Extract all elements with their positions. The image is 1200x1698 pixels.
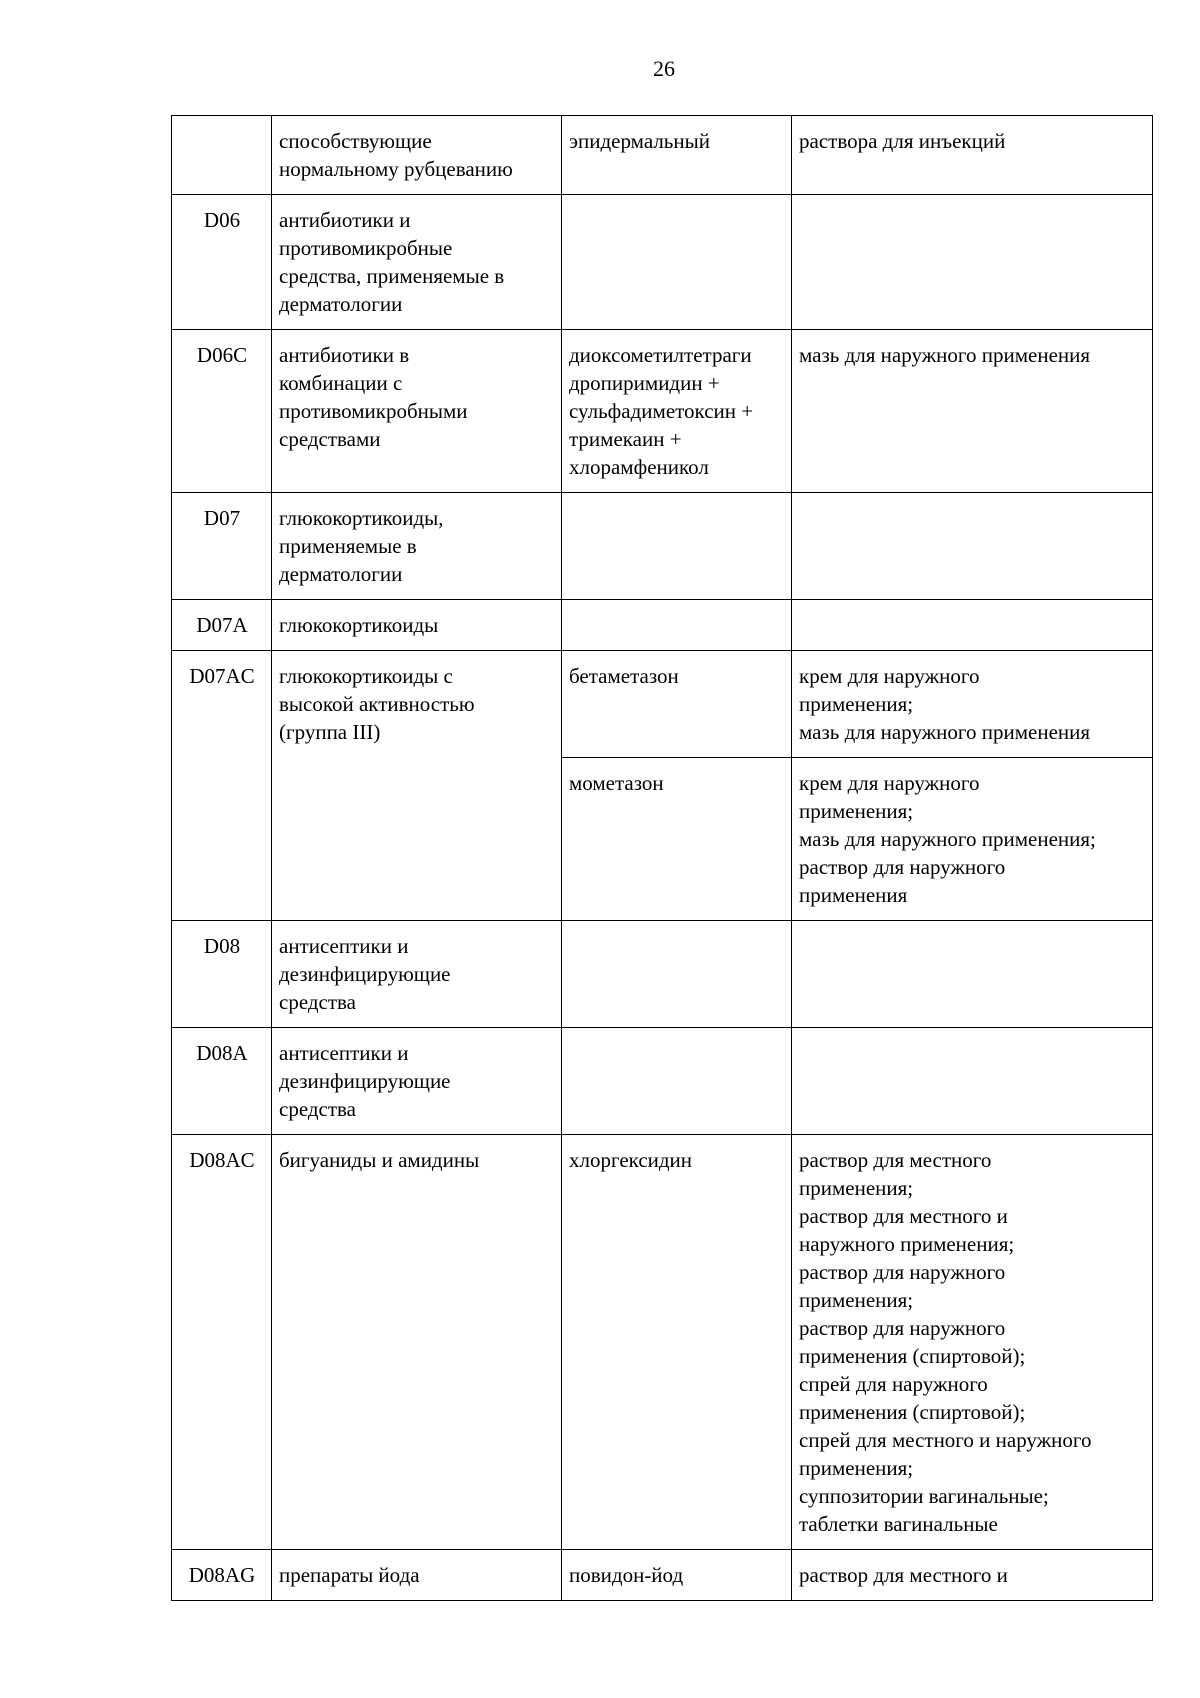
group-line: глюкокортикоиды с	[279, 664, 453, 688]
form-line: таблетки вагинальные	[799, 1512, 998, 1536]
drug-cell	[562, 330, 792, 493]
table-row	[172, 651, 1153, 758]
drug-line: тримекаин +	[569, 427, 682, 451]
form-line: спрей для наружного	[799, 1372, 988, 1396]
group-line: дезинфицирующие	[279, 962, 451, 986]
atc-code-cell	[172, 493, 272, 600]
forms-cell	[792, 758, 1153, 921]
atc-code-cell	[172, 1135, 272, 1550]
form-line: раствора для инъекций	[799, 129, 1006, 153]
forms-cell	[792, 330, 1153, 493]
drug-line: дропиримидин +	[569, 371, 720, 395]
table-row	[172, 1135, 1153, 1550]
atc-code-cell	[172, 921, 272, 1028]
group-line: бигуаниды и амидины	[279, 1148, 480, 1172]
form-line: применения;	[799, 1176, 914, 1200]
group-line: применяемые в	[279, 534, 417, 558]
page-number: 26	[653, 56, 675, 81]
form-line: наружного применения;	[799, 1232, 1015, 1256]
table-row	[172, 493, 1153, 600]
form-line: раствор для местного и	[799, 1204, 1008, 1228]
form-line: применения (спиртовой);	[799, 1344, 1026, 1368]
group-line: антисептики и	[279, 934, 409, 958]
group-cell	[272, 600, 562, 651]
atc-code: D07A	[196, 613, 248, 637]
form-line: применения;	[799, 1456, 914, 1480]
group-cell	[272, 195, 562, 330]
group-cell	[272, 116, 562, 195]
form-line: применения;	[799, 692, 914, 716]
atc-code-cell	[172, 651, 272, 921]
atc-code-cell	[172, 1550, 272, 1601]
drug-line: мометазон	[569, 771, 664, 795]
drug-line: повидон-йод	[569, 1563, 684, 1587]
group-cell	[272, 921, 562, 1028]
table-row	[172, 600, 1153, 651]
form-line: крем для наружного	[799, 771, 980, 795]
group-cell	[272, 330, 562, 493]
drug-line: сульфадиметоксин +	[569, 399, 754, 423]
group-line: высокой активностью	[279, 692, 475, 716]
table-row	[172, 1550, 1153, 1601]
forms-cell	[792, 1135, 1153, 1550]
form-line: крем для наружного	[799, 664, 980, 688]
form-line: применения (спиртовой);	[799, 1400, 1026, 1424]
drug-table	[171, 115, 1153, 1601]
form-line: применения	[799, 883, 908, 907]
atc-code: D07AC	[189, 664, 255, 688]
group-line: (группа III)	[279, 720, 381, 744]
forms-cell	[792, 195, 1153, 330]
atc-code: D08	[203, 934, 241, 958]
form-line: раствор для наружного	[799, 855, 1006, 879]
atc-code-cell	[172, 195, 272, 330]
group-cell	[272, 1550, 562, 1601]
form-line: применения;	[799, 799, 914, 823]
forms-cell	[792, 1028, 1153, 1135]
drug-cell	[562, 493, 792, 600]
group-line: глюкокортикоиды,	[279, 506, 444, 530]
table-row	[172, 195, 1153, 330]
group-line: дерматологии	[279, 562, 403, 586]
group-line: антибиотики и	[279, 208, 411, 232]
group-line: средства	[279, 990, 357, 1014]
atc-code: D07	[203, 506, 241, 530]
group-line: дерматологии	[279, 292, 403, 316]
atc-code-cell	[172, 330, 272, 493]
drug-cell	[562, 1550, 792, 1601]
forms-cell	[792, 600, 1153, 651]
group-line: противомикробными	[279, 399, 468, 423]
table-row	[172, 921, 1153, 1028]
form-line: раствор для наружного	[799, 1316, 1006, 1340]
form-line: суппозитории вагинальные;	[799, 1484, 1049, 1508]
atc-code-cell	[172, 116, 272, 195]
drug-cell	[562, 758, 792, 921]
drug-cell	[562, 651, 792, 758]
group-line: средства	[279, 1097, 357, 1121]
form-line: раствор для местного	[799, 1148, 992, 1172]
table-row	[172, 330, 1153, 493]
drug-cell	[562, 600, 792, 651]
drug-line: хлорамфеникол	[569, 455, 709, 479]
drug-cell	[562, 195, 792, 330]
drug-cell	[562, 1028, 792, 1135]
forms-cell	[792, 116, 1153, 195]
form-line: применения;	[799, 1288, 914, 1312]
drug-line: диоксометилтетраги	[569, 343, 752, 367]
group-line: глюкокортикоиды	[279, 613, 439, 637]
table-row	[172, 116, 1153, 195]
drug-cell	[562, 1135, 792, 1550]
forms-cell	[792, 651, 1153, 758]
group-line: антибиотики в	[279, 343, 410, 367]
group-line: дезинфицирующие	[279, 1069, 451, 1093]
drug-line: эпидермальный	[569, 129, 710, 153]
atc-code: D06C	[196, 343, 248, 367]
form-line: мазь для наружного применения	[799, 343, 1091, 367]
atc-code: D08AC	[189, 1148, 255, 1172]
group-cell	[272, 493, 562, 600]
drug-line: бетаметазон	[569, 664, 679, 688]
forms-cell	[792, 921, 1153, 1028]
group-cell	[272, 651, 562, 921]
group-line: способствующие	[279, 129, 432, 153]
form-line: раствор для наружного	[799, 1260, 1006, 1284]
forms-cell	[792, 1550, 1153, 1601]
form-line: мазь для наружного применения	[799, 720, 1091, 744]
atc-code-cell	[172, 1028, 272, 1135]
atc-code: D08A	[196, 1041, 248, 1065]
drug-line: хлоргексидин	[569, 1148, 693, 1172]
group-cell	[272, 1028, 562, 1135]
form-line: спрей для местного и наружного	[799, 1428, 1092, 1452]
form-line: мазь для наружного применения;	[799, 827, 1096, 851]
table-row	[172, 1028, 1153, 1135]
group-line: нормальному рубцеванию	[279, 157, 513, 181]
group-line: противомикробные	[279, 236, 453, 260]
forms-cell	[792, 493, 1153, 600]
drug-cell	[562, 921, 792, 1028]
group-line: средствами	[279, 427, 381, 451]
form-line: раствор для местного и	[799, 1563, 1008, 1587]
group-line: комбинации с	[279, 371, 403, 395]
atc-code: D06	[203, 208, 241, 232]
group-cell	[272, 1135, 562, 1550]
group-line: препараты йода	[279, 1563, 420, 1587]
drug-cell	[562, 116, 792, 195]
atc-code: D08AG	[188, 1563, 256, 1587]
group-line: антисептики и	[279, 1041, 409, 1065]
atc-code-cell	[172, 600, 272, 651]
group-line: средства, применяемые в	[279, 264, 505, 288]
